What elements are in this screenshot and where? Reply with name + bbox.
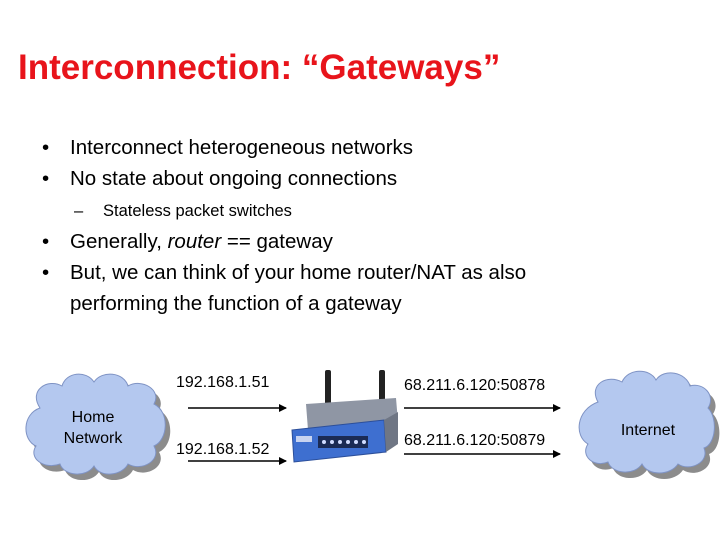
- bullet-dot: •: [42, 167, 50, 190]
- bullet-dot: •: [42, 136, 50, 159]
- bullet-text-pre: Generally,: [70, 230, 168, 253]
- ip-label-left-top: 192.168.1.51: [176, 374, 270, 391]
- bullet-dot: •: [42, 261, 50, 284]
- bullet-dot: •: [42, 230, 50, 253]
- bullet-text-line1: But, we can think of your home router/NAT as also: [70, 261, 527, 284]
- internet-label: Internet: [620, 422, 676, 439]
- bullet-text-post: == gateway: [221, 230, 333, 253]
- ip-label-right-bottom: 68.211.6.120:50879: [404, 432, 546, 449]
- home-network-line2: Network: [63, 430, 123, 447]
- router-icon: [292, 370, 398, 462]
- sub-bullet-dash: –: [74, 202, 84, 220]
- slide-title: Interconnection: “Gateways”: [18, 48, 501, 87]
- home-network-label: [48, 407, 138, 449]
- bullet-text-line2: performing the function of a gateway: [70, 292, 402, 315]
- ip-label-right-top: 68.211.6.120:50878: [404, 377, 546, 394]
- home-network-line1: Home: [71, 409, 115, 426]
- ip-label-left-bottom: 192.168.1.52: [176, 441, 270, 458]
- sub-bullet-text: Stateless packet switches: [103, 202, 292, 220]
- bullet-text-emphasis: router: [167, 230, 222, 253]
- bullet-text: Interconnect heterogeneous networks: [70, 136, 414, 159]
- bullet-text: No state about ongoing connections: [70, 167, 398, 190]
